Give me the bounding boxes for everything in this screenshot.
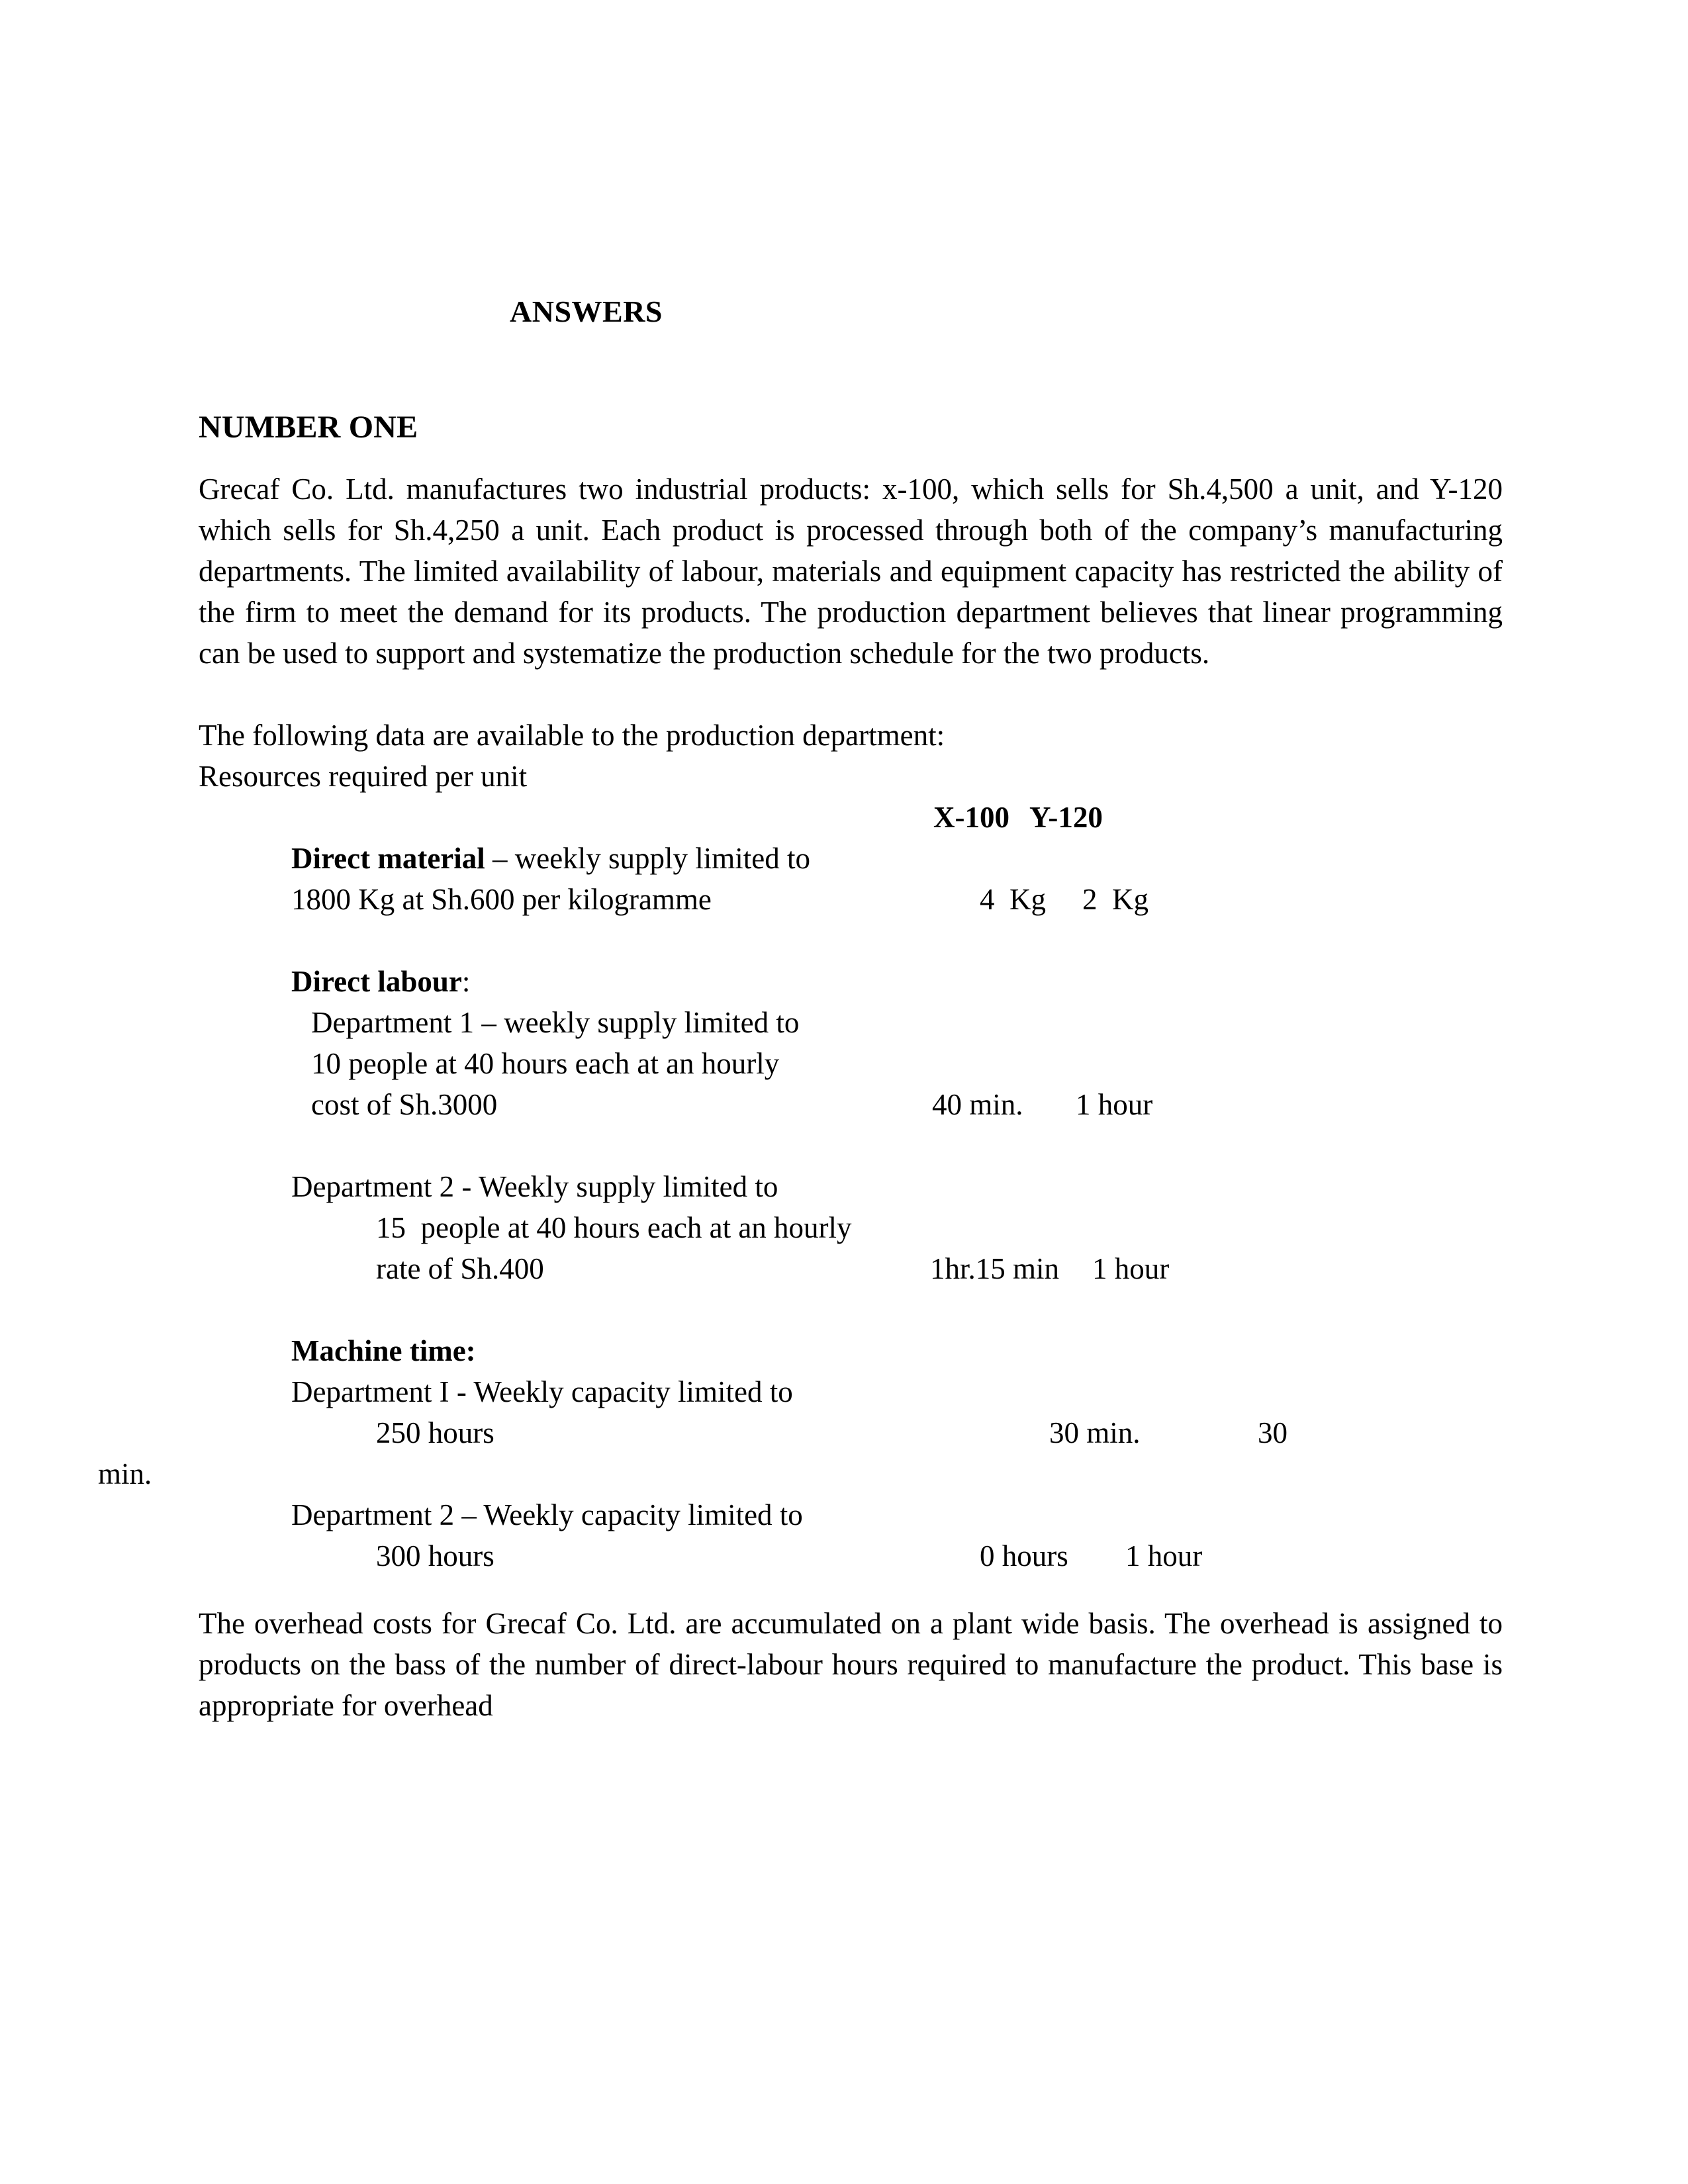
table-row (199, 1371, 1503, 1412)
table-row-spacer (199, 920, 1503, 961)
table-header-row (199, 797, 1503, 838)
machine-time-label-bold: Machine time: (291, 1334, 476, 1367)
machine-time-dept1-label: Department I - Weekly capacity limited to (291, 1375, 793, 1408)
direct-material-detail: 1800 Kg at Sh.600 per kilogramme (291, 883, 712, 916)
table-row (199, 1002, 1503, 1043)
direct-material-label-rest: – weekly supply limited to (485, 842, 810, 875)
table-row (199, 1166, 1503, 1207)
table-row (199, 879, 1503, 920)
direct-labour-dept2-detail-2: rate of Sh.400 (376, 1252, 544, 1285)
table-row (199, 1207, 1503, 1248)
direct-labour-dept1-detail-1: 10 people at 40 hours each at an hourly (311, 1047, 780, 1080)
direct-labour-label-bold: Direct labour (291, 965, 462, 998)
direct-labour-dept1-detail-2: cost of Sh.3000 (311, 1088, 498, 1121)
direct-labour-dept1-value-y120: 1 hour (1076, 1088, 1153, 1121)
direct-labour-label-rest: : (461, 965, 471, 998)
table-row (199, 1494, 1503, 1535)
machine-time-dept1-value-y120-wrapped: min. (98, 1457, 152, 1490)
table-row (199, 1248, 1503, 1289)
table-row-spacer (199, 1125, 1503, 1166)
machine-time-dept1-value-y120: 30 (1258, 1416, 1288, 1449)
paragraph-gap (199, 674, 1503, 715)
machine-time-dept2-value-x100: 0 hours (980, 1539, 1068, 1572)
machine-time-label (291, 1330, 476, 1371)
direct-labour-dept2-value-y120: 1 hour (1092, 1252, 1170, 1285)
machine-time-dept1-value-x100: 30 min. (1049, 1416, 1141, 1449)
machine-time-dept2-detail-1: 300 hours (376, 1539, 494, 1572)
table-row (199, 1535, 1503, 1576)
direct-material-value-x100: 4 Kg (980, 883, 1046, 916)
table-row (199, 1330, 1503, 1371)
direct-material-label (291, 838, 810, 879)
direct-labour-dept1-label: Department 1 – weekly supply limited to (311, 1006, 800, 1039)
data-availability-line: The following data are available to the production department: (199, 719, 945, 752)
table-row (199, 838, 1503, 879)
direct-material-label-bold: Direct material (291, 842, 485, 875)
table-row (199, 1043, 1503, 1084)
machine-time-dept2-label: Department 2 – Weekly capacity limited to (291, 1498, 803, 1531)
resources-required-line: Resources required per unit (199, 760, 528, 793)
resource-requirements-table (98, 797, 1503, 1576)
section-heading-number-one: NUMBER ONE (199, 410, 418, 445)
table-row (199, 1084, 1503, 1125)
table-row (199, 1412, 1503, 1453)
table-row-spacer (199, 1289, 1503, 1330)
direct-labour-dept1-value-x100: 40 min. (932, 1088, 1023, 1121)
column-header-x100: X-100 (933, 801, 1009, 834)
direct-labour-dept2-detail-1: 15 people at 40 hours each at an hourly (376, 1211, 852, 1244)
column-header-y120: Y-120 (1029, 801, 1103, 834)
table-row-wrapped-unit (98, 1453, 1503, 1494)
overhead-paragraph: The overhead costs for Grecaf Co. Ltd. are accumulated on a plant wide basis. The overhead is assigned to products on the bass of the number of direct-labour hours required to manufacture the product. This base is appropriate for overhead (199, 1607, 1503, 1722)
machine-time-dept2-value-y120: 1 hour (1125, 1539, 1203, 1572)
direct-labour-dept2-label: Department 2 - Weekly supply limited to (291, 1170, 778, 1203)
machine-time-dept1-detail-1: 250 hours (376, 1416, 494, 1449)
intro-paragraph: Grecaf Co. Ltd. manufactures two industrial products: x-100, which sells for Sh.4,500 a unit, and Y-120 which sells for Sh.4,250 a unit. Each product is processed through both of the company’s manufacturing departments. The limited availability of labour, materials and equipment capacity has restricted the ability of the firm to meet the demand for its products. The production department believes that linear programming can be used to support and systematize the production schedule for the two products. (199, 473, 1503, 670)
direct-labour-dept2-value-x100: 1hr.15 min (930, 1252, 1060, 1285)
direct-material-value-y120: 2 Kg (1082, 883, 1149, 916)
direct-labour-label (291, 961, 470, 1002)
page-title: ANSWERS (510, 295, 663, 328)
table-row (199, 961, 1503, 1002)
document-content (98, 0, 1503, 1726)
table-to-paragraph-gap (199, 1576, 1503, 1603)
